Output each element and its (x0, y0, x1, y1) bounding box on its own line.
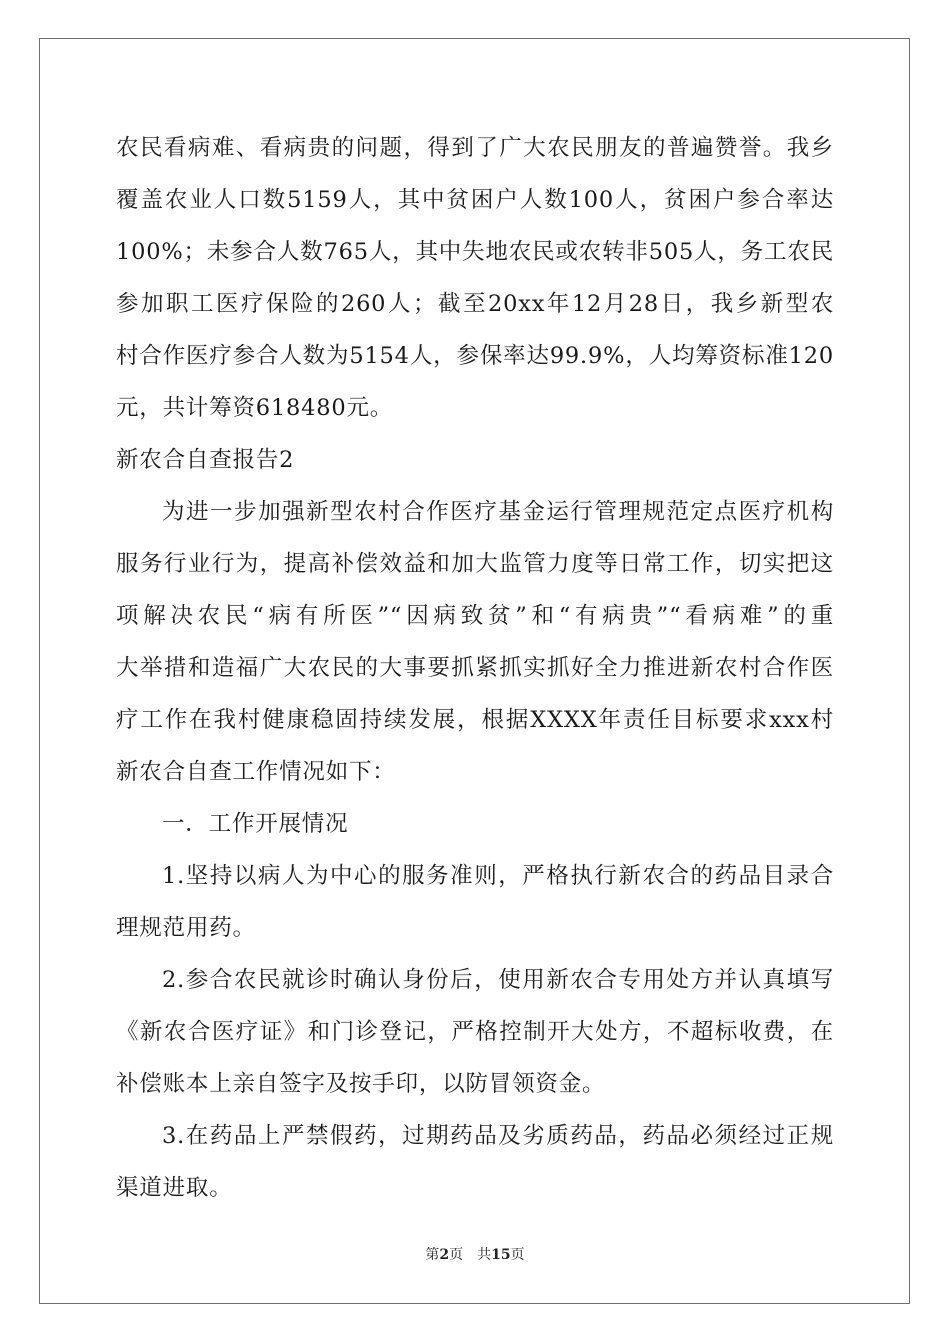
text-line: 村合作医疗参合人数为5154人，参保率达99.9%，人均筹资标准120 (116, 343, 834, 369)
total-label-prefix: 共 (477, 1247, 492, 1263)
text-line: 疗工作在我村健康稳固持续发展，根据XXXX年责任目标要求xxx村 (116, 707, 834, 733)
total-label-suffix: 页 (510, 1247, 525, 1263)
total-pages: 15 (491, 1247, 511, 1263)
text-line: 为进一步加强新型农村合作医疗基金运行管理规范定点医疗机构 (162, 499, 834, 525)
text-line: 覆盖农业人口数5159人，其中贫困户人数100人，贫困户参合率达 (116, 187, 834, 213)
text-line: 服务行业行为，提高补偿效益和加大监管力度等日常工作，切实把这 (116, 551, 834, 577)
text-line: 《新农合医疗证》和门诊登记，严格控制开大处方，不超标收费，在 (116, 1019, 834, 1045)
text-line: 新农合自查工作情况如下： (116, 759, 396, 785)
page-number: 2 (439, 1247, 450, 1263)
page-label-prefix: 第 (425, 1247, 440, 1263)
text-line: 元，共计筹资618480元。 (116, 395, 394, 421)
page-label-suffix: 页 (449, 1247, 464, 1263)
text-line: 3.在药品上严禁假药，过期药品及劣质药品，药品必须经过正规 (162, 1123, 834, 1149)
text-line: 参加职工医疗保险的260人；截至20xx年12月28日，我乡新型农 (116, 291, 834, 317)
text-line: 理规范用药。 (116, 915, 256, 941)
text-line: 大举措和造福广大农民的大事要抓紧抓实抓好全力推进新农村合作医 (116, 655, 834, 681)
document-body (116, 122, 834, 1214)
text-line: 1.坚持以病人为中心的服务准则，严格执行新农合的药品目录合 (162, 863, 834, 889)
text-line: 2.参合农民就诊时确认身份后，使用新农合专用处方并认真填写 (162, 967, 834, 993)
text-line: 一．工作开展情况 (162, 811, 349, 837)
text-line: 新农合自查报告2 (116, 447, 295, 473)
text-line: 农民看病难、看病贵的问题，得到了广大农民朋友的普遍赞誉。我乡 (116, 135, 834, 161)
text-line: 项解决农民“病有所医”“因病致贫”和“有病贵”“看病难”的重 (116, 603, 834, 629)
text-line: 补偿账本上亲自签字及按手印，以防冒领资金。 (116, 1071, 606, 1097)
text-line: 100%；未参合人数765人，其中失地农民或农转非505人，务工农民 (116, 239, 834, 265)
text-line: 渠道进取。 (116, 1175, 233, 1201)
page-footer (0, 1244, 950, 1264)
